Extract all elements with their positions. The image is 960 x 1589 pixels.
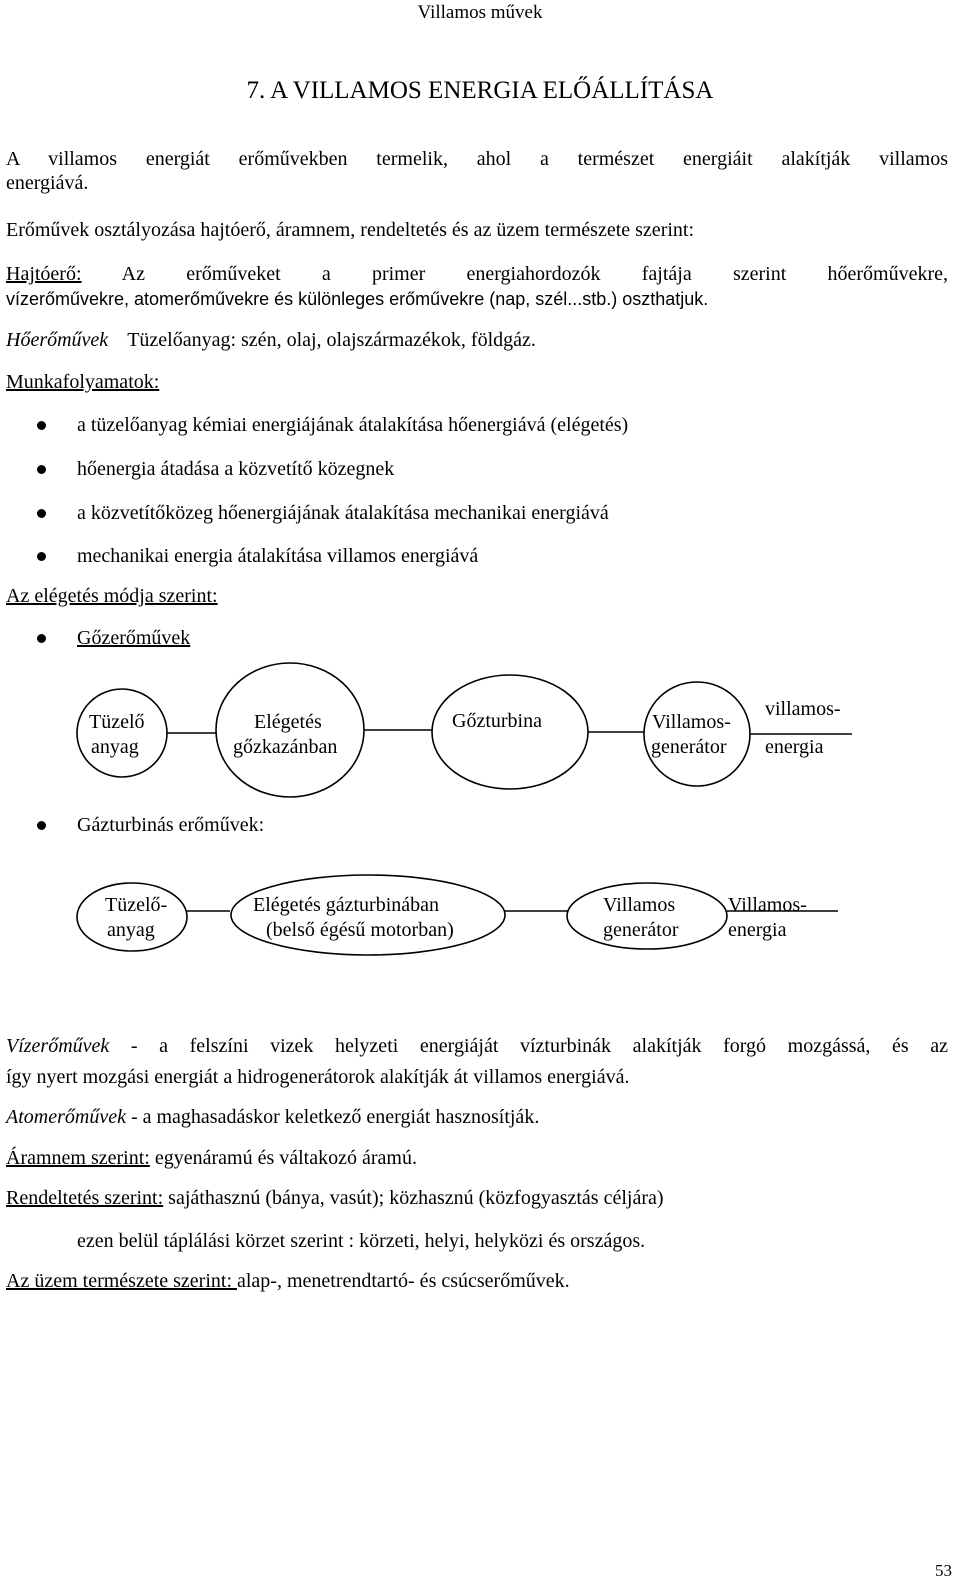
steam-output-line-1: villamos- xyxy=(765,698,841,720)
hajtoero-line-1 xyxy=(6,262,948,286)
bullet-icon xyxy=(37,634,46,643)
gas-node-1-line-1: Tüzelő- xyxy=(105,894,168,916)
gozeromuvek-label: Gőzerőművek xyxy=(77,627,191,649)
intro-line-2: energiává. xyxy=(6,172,89,194)
steam-node-2-line-2: gőzkazánban xyxy=(233,736,338,758)
process-item-4: mechanikai energia átalakítása villamos energiává xyxy=(77,545,479,567)
uzem-label: Az üzem természete szerint: xyxy=(6,1270,237,1292)
node-generator-ellipse xyxy=(644,682,750,786)
aramnem-text: egyenáramú és váltakozó áramú. xyxy=(154,1147,417,1169)
vizeromuvek-line-2: így nyert mozgási energiát a hidrogenerátorok alakítják át villamos energiává. xyxy=(6,1066,630,1088)
steam-output-line-2: energia xyxy=(765,736,824,758)
uzem-line xyxy=(6,1269,570,1293)
steam-node-4-line-1: Villamos- xyxy=(652,711,731,733)
hajtoero-line-2: vízerőművekre, atomerőművekre és különleges erőművekre (nap, szél...stb.) oszthatjuk. xyxy=(6,289,709,309)
elegetes-modja-label: Az elégetés módja szerint: xyxy=(6,585,218,607)
munkafolyamatok-label: Munkafolyamatok: xyxy=(6,371,160,393)
rendeltetes-text: sajáthasznú (bánya, vasút); közhasznú (közfogyasztás céljára) xyxy=(168,1187,664,1209)
steam-node-3-line-1: Gőzturbina xyxy=(452,710,542,732)
gas-output-line-2: energia xyxy=(728,919,787,941)
hoeromuvek-line xyxy=(6,328,536,352)
aramnem-line xyxy=(6,1146,417,1170)
process-item-3: a közvetítőközeg hőenergiájának átalakítása mechanikai energiává xyxy=(77,502,609,524)
vizeromuvek-line-1 xyxy=(6,1034,948,1058)
chapter-title: 7. A VILLAMOS ENERGIA ELŐÁLLÍTÁSA xyxy=(246,77,714,104)
hoeromuvek-label: Hőerőművek xyxy=(6,329,109,351)
page-number: 53 xyxy=(935,1561,952,1580)
gas-node-3-line-2: generátor xyxy=(603,919,679,941)
steam-node-1-line-1: Tüzelő xyxy=(89,711,145,733)
vizeromuvek-text-1: - a felszíni vizek helyzeti energiáját vízturbinák alakítják forgó mozgássá, és az xyxy=(130,1035,949,1057)
bullet-icon xyxy=(37,465,46,474)
bullet-icon xyxy=(37,821,46,830)
atomeromuvek-line xyxy=(6,1105,539,1129)
rendeltetes-line xyxy=(6,1186,664,1210)
steam-node-2-line-1: Elégetés xyxy=(254,711,322,733)
hoeromuvek-text: Tüzelőanyag: szén, olaj, olajszármazékok, földgáz. xyxy=(127,329,536,351)
bullet-icon xyxy=(37,421,46,430)
rendeltetes-line-2: ezen belül táplálási körzet szerint : körzeti, helyi, helyközi és országos. xyxy=(77,1230,646,1252)
bullet-icon xyxy=(37,552,46,561)
gas-node-2-line-2: (belső égésű motorban) xyxy=(266,919,454,941)
process-item-1: a tüzelőanyag kémiai energiájának átalakítása hőenergiává (elégetés) xyxy=(77,414,629,436)
bullet-icon xyxy=(37,509,46,518)
gas-node-2-line-1: Elégetés gázturbinában xyxy=(253,894,440,916)
hajtoero-label: Hajtóerő: xyxy=(6,263,82,285)
gas-node-3-line-1: Villamos xyxy=(603,894,676,916)
process-item-2: hőenergia átadása a közvetítő közegnek xyxy=(77,458,395,480)
running-header: Villamos művek xyxy=(417,2,543,23)
aramnem-label: Áramnem szerint: xyxy=(6,1147,150,1169)
gas-output-line-1: Villamos- xyxy=(728,894,807,916)
gas-node-1-line-2: anyag xyxy=(107,919,155,941)
gazturbinas-label: Gázturbinás erőművek: xyxy=(77,814,265,836)
steam-node-4-line-2: generátor xyxy=(651,736,727,758)
rendeltetes-label: Rendeltetés szerint: xyxy=(6,1187,164,1209)
vizeromuvek-label: Vízerőművek xyxy=(6,1035,110,1057)
intro-line-1: A villamos energiát erőművekben termelik, ahol a természet energiáit alakítják villamos xyxy=(6,148,948,170)
steam-node-1-line-2: anyag xyxy=(91,736,139,758)
classification-line: Erőművek osztályozása hajtóerő, áramnem, rendeltetés és az üzem természete szerint: xyxy=(6,219,695,241)
atomeromuvek-text: - a maghasadáskor keletkező energiát hasznosítják. xyxy=(130,1106,540,1128)
hajtoero-text-1: Az erőműveket a primer energiahordozók fajtája szerint hőerőművekre, xyxy=(121,263,948,285)
atomeromuvek-label: Atomerőművek xyxy=(6,1106,126,1128)
uzem-text: alap-, menetrendtartó- és csúcserőművek. xyxy=(237,1270,570,1292)
